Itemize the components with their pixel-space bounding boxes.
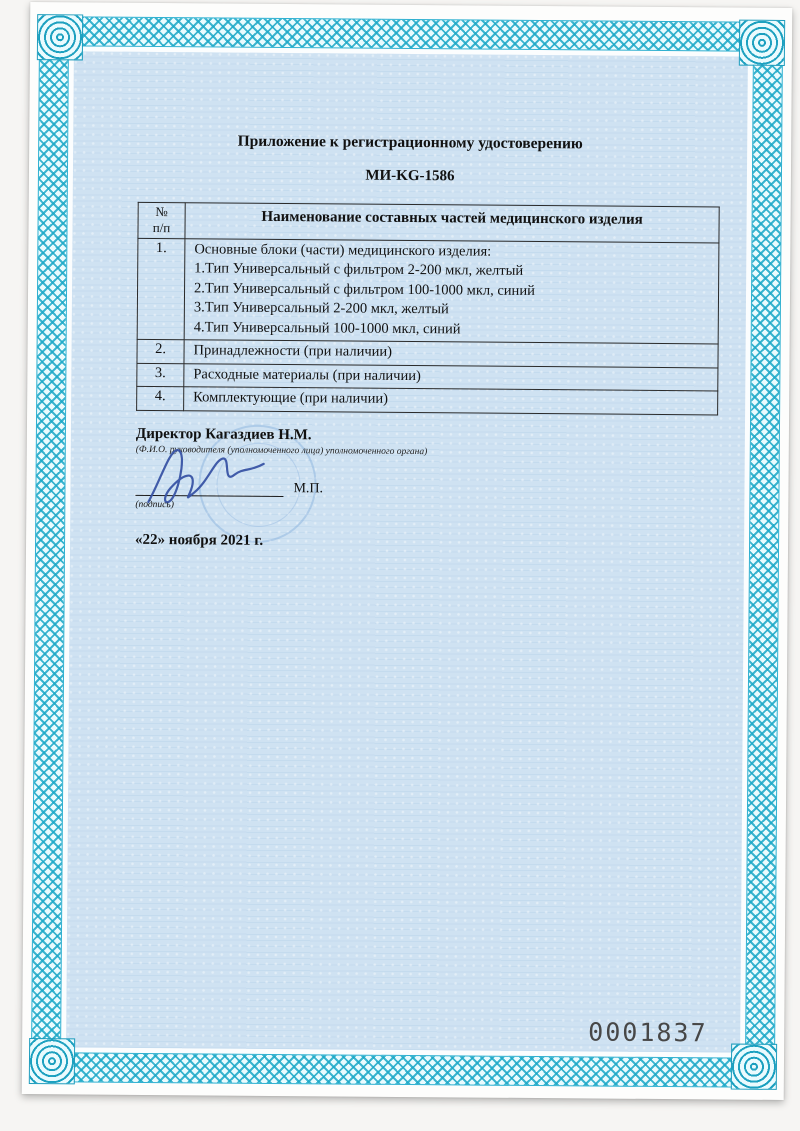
director-note: (Ф.И.О. руководителя (уполномоченного лица) уполномоченного органа): [135, 444, 428, 458]
row-description: Комплектующие (при наличии): [184, 387, 718, 415]
column-header-number: [138, 202, 185, 238]
director-name: Директор Кагаздиев Н.М.: [135, 425, 312, 444]
border-corner-rosette: [37, 14, 83, 60]
table-row: [137, 387, 718, 415]
row-description: Принадлежности (при наличии): [184, 340, 718, 368]
document-title: Приложение к регистрационному удостоверению: [237, 132, 583, 153]
description-line: 3.Тип Универсальный 2-200 мкл, желтый: [193, 299, 449, 318]
row-number: 1.: [137, 238, 185, 340]
ornamental-border: [31, 16, 783, 1088]
border-corner-rosette: [29, 1038, 75, 1084]
registration-number: МИ-KG-1586: [365, 167, 455, 185]
scanned-certificate-page: [22, 2, 793, 1100]
row-description: Расходные материалы (при наличии): [184, 364, 718, 392]
border-corner-rosette: [731, 1044, 777, 1090]
description-line: 4.Тип Универсальный 100-1000 мкл, синий: [193, 319, 461, 338]
column-header-name: Наименование составных частей медицинского изделия: [185, 203, 719, 243]
components-table: [136, 202, 720, 416]
document-date: «22» ноября 2021 г.: [135, 531, 264, 549]
row-description: [184, 238, 719, 344]
form-serial-number: 0001837: [588, 1017, 708, 1048]
column-header-number-line1: №: [155, 204, 168, 220]
description-line: Основные блоки (части) медицинского изделия:: [194, 240, 492, 260]
border-inner-margin: [60, 45, 754, 1058]
table-header-row: [138, 202, 719, 242]
table-row: [137, 238, 719, 344]
signature-caption: (подпись): [135, 499, 174, 511]
description-line: 2.Тип Универсальный с фильтром 100-1000 мкл, синий: [193, 279, 535, 299]
description-line: 1.Тип Универсальный с фильтром 2-200 мкл, желтый: [194, 260, 524, 279]
column-header-number-line2: п/п: [152, 220, 171, 236]
document-body: [66, 51, 748, 1052]
row-number: 2.: [137, 340, 184, 364]
stamp-place-label: М.П.: [293, 481, 324, 497]
row-number: 3.: [137, 363, 184, 387]
row-number: 4.: [137, 387, 184, 411]
border-corner-rosette: [739, 20, 785, 66]
